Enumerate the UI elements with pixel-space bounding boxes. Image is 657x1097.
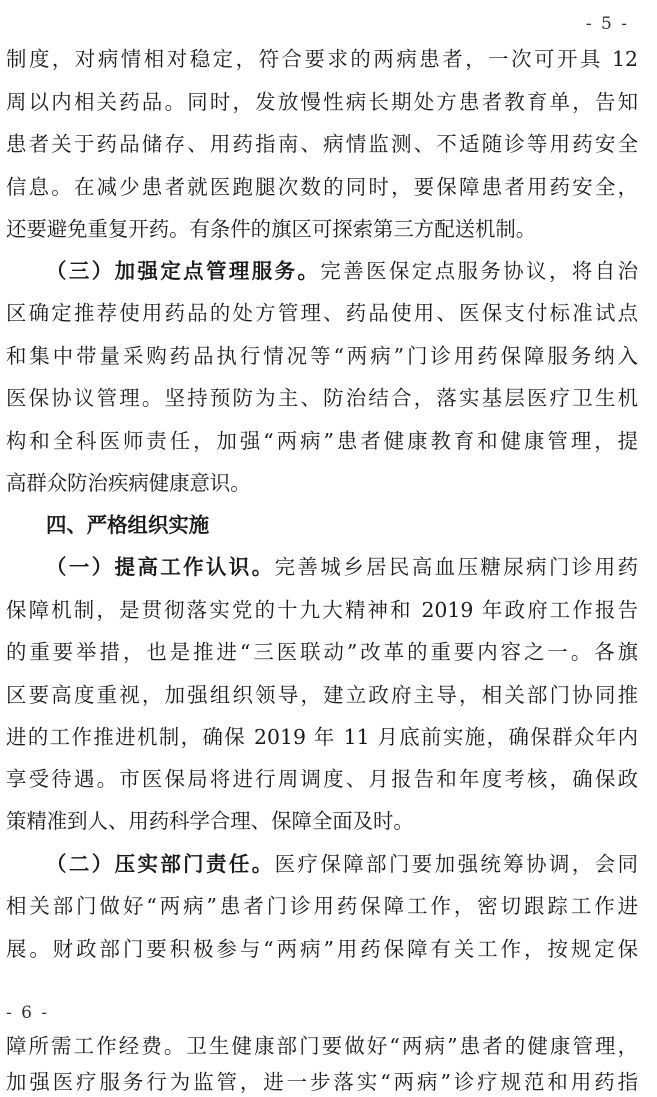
paragraph-line: 构和全科医师责任，加强“两病”患者健康教育和健康管理，提: [6, 429, 638, 453]
paragraph-line: 保障机制，是贯彻落实党的十九大精神和 2019 年政府工作报告: [6, 598, 638, 622]
paragraph-line: 还要避免重复开药。有条件的旗区可探索第三方配送机制。: [6, 217, 537, 241]
paragraph-first-line: [6, 552, 638, 582]
paragraph-line: 的重要举措，也是推进“三医联动”改革的重要内容之一。各旗: [6, 640, 638, 664]
paragraph-line: 和集中带量采购药品执行情况等“两病”门诊用药保障服务纳入: [6, 344, 638, 368]
paragraph-first-line: [6, 849, 638, 879]
paragraph-line: 高群众防治疾病健康意识。: [6, 471, 251, 495]
paragraph-line: 区要高度重视，加强组织领导，建立政府主导，相关部门协同推: [6, 683, 638, 707]
page-number-5: - 5 -: [585, 14, 629, 34]
paragraph-line: 相关部门做好“两病”患者门诊用药保障工作，密切跟踪工作进: [6, 894, 638, 918]
page-number-6: - 6 -: [6, 1003, 50, 1023]
paragraph-text: 医疗保障部门要加强统筹协调，会同: [274, 852, 638, 876]
paragraph-line: 周以内相关药品。同时，发放慢性病长期处方患者教育单，告知: [6, 90, 638, 114]
paragraph-line: 加强医疗服务行为监管，进一步落实“两病”诊疗规范和用药指: [6, 1070, 638, 1094]
paragraph-line: 信息。在减少患者就医跑腿次数的同时，要保障患者用药安全，: [6, 175, 638, 199]
subsection-title: （三）加强定点管理服务。: [46, 259, 321, 283]
paragraph-line: 障所需工作经费。卫生健康部门要做好“两病”患者的健康管理，: [6, 1034, 638, 1058]
paragraph-line: 展。财政部门要积极参与“两病”用药保障有关工作，按规定保: [6, 937, 638, 961]
paragraph-line: 医保协议管理。坚持预防为主、防治结合，落实基层医疗卫生机: [6, 386, 638, 410]
subsection-title: （一）提高工作认识。: [46, 555, 275, 579]
paragraph-line: 区确定推荐使用药品的处方管理、药品使用、医保支付标准试点: [6, 301, 638, 325]
subsection-title: （二）压实部门责任。: [46, 852, 275, 876]
paragraph-line: 制度，对病情相对稳定，符合要求的两病患者，一次可开具 12: [6, 47, 638, 71]
paragraph-line: 进的工作推进机制，确保 2019 年 11 月底前实施，确保群众年内: [6, 725, 638, 749]
paragraph-line: 享受待遇。市医保局将进行周调度、月报告和年度考核，确保政: [6, 767, 638, 791]
paragraph-text: 完善城乡居民高血压糖尿病门诊用药: [274, 555, 638, 579]
paragraph-line: 患者关于药品储存、用药指南、病情监测、不适随诊等用药安全: [6, 132, 638, 156]
paragraph-first-line: [6, 256, 638, 286]
paragraph-text: 完善医保定点服务协议，将自治: [320, 259, 638, 283]
section-heading: 四、严格组织实施: [46, 513, 210, 537]
paragraph-line: 策精准到人、用药科学合理、保障全面及时。: [6, 809, 414, 833]
